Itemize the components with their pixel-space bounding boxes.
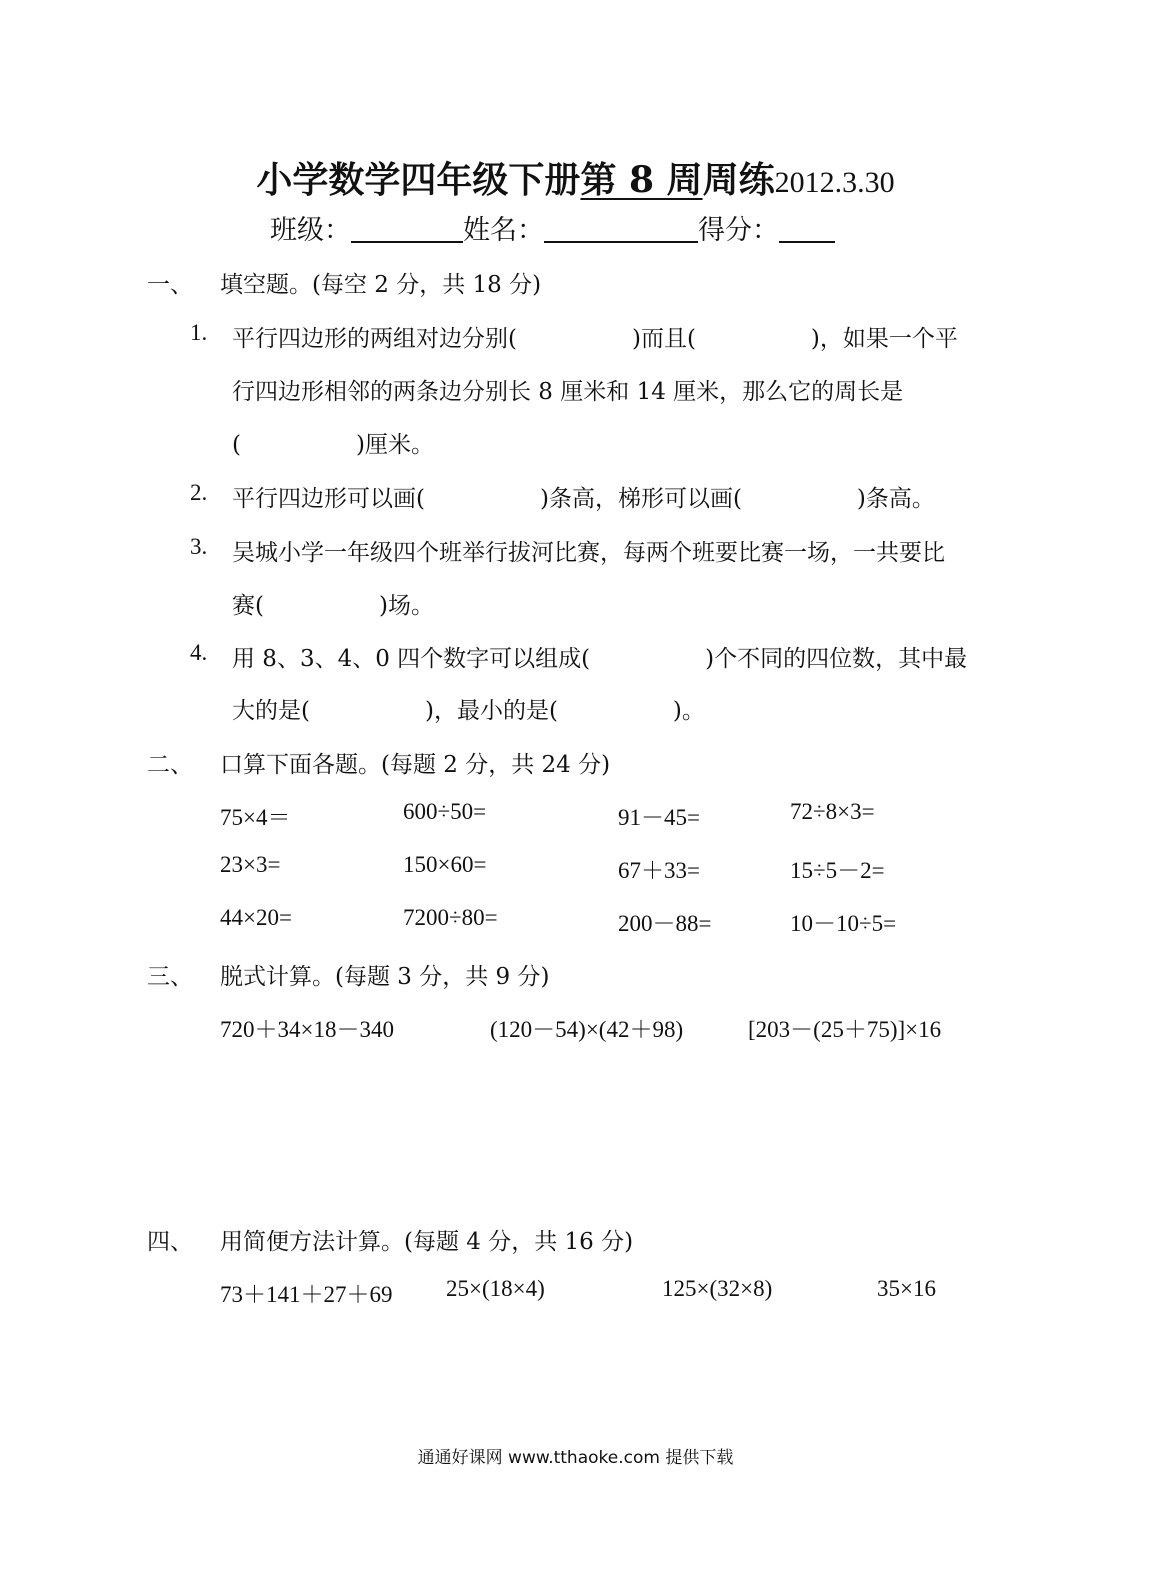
class-blank[interactable] xyxy=(351,215,463,243)
simplify-item: 35×16 xyxy=(877,1276,936,1301)
section-4-title: 用简便方法计算。(每题 4 分，共 16 分) xyxy=(220,1229,634,1255)
stepwise-item: (120－54)×(42＋98) xyxy=(490,1017,684,1042)
question-3-line-1: 吴城小学一年级四个班举行拔河比赛，每两个班要比赛一场，一共要比 xyxy=(232,540,945,566)
question-1-line-1: 平行四边形的两组对边分别( )而且( )，如果一个平 xyxy=(232,326,958,352)
title-week: 第 8 周 xyxy=(580,159,703,201)
question-2-line-1: 平行四边形可以画( )条高，梯形可以画( )条高。 xyxy=(232,486,935,512)
score-blank[interactable] xyxy=(779,215,835,243)
score-label: 得分： xyxy=(698,215,779,246)
section-1-number: 一、 xyxy=(147,272,193,298)
question-3-line-2: 赛( )场。 xyxy=(232,593,434,619)
question-4-line-1: 用 8、3、4、0 四个数字可以组成( )个不同的四位数，其中最 xyxy=(232,646,968,672)
section-3-number: 三、 xyxy=(147,964,193,990)
name-label: 姓名： xyxy=(463,215,544,246)
oral-item: 7200÷80= xyxy=(403,905,498,930)
oral-item: 67＋33= xyxy=(618,858,700,883)
simplify-item: 73＋141＋27＋69 xyxy=(220,1282,393,1307)
question-1-line-2: 行四边形相邻的两条边分别长 8 厘米和 14 厘米，那么它的周长是 xyxy=(232,379,904,405)
simplify-item: 25×(18×4) xyxy=(446,1276,545,1301)
section-4-number: 四、 xyxy=(147,1229,193,1255)
section-2-title: 口算下面各题。(每题 2 分，共 24 分) xyxy=(220,752,611,778)
oral-item: 200－88= xyxy=(618,911,712,936)
title-main: 小学数学四年级下册 xyxy=(256,159,581,201)
question-4-line-2: 大的是( )，最小的是( )。 xyxy=(232,698,705,724)
title-date: 2012.3.30 xyxy=(774,166,895,199)
section-2-number: 二、 xyxy=(147,752,193,778)
section-1-title: 填空题。(每空 2 分，共 18 分) xyxy=(220,272,542,298)
oral-item: 150×60= xyxy=(403,852,487,877)
stepwise-item: 720＋34×18－340 xyxy=(220,1017,394,1042)
question-2-number: 2. xyxy=(190,480,208,505)
oral-item: 44×20= xyxy=(220,905,292,930)
page-title xyxy=(0,152,1151,203)
name-blank[interactable] xyxy=(544,215,698,243)
oral-item: 15÷5－2= xyxy=(790,858,885,883)
class-label: 班级： xyxy=(270,215,351,246)
oral-item: 600÷50= xyxy=(403,799,487,824)
stepwise-item: [203－(25＋75)]×16 xyxy=(748,1017,942,1042)
oral-item: 10－10÷5= xyxy=(790,911,897,936)
oral-item: 72÷8×3= xyxy=(790,799,875,824)
title-suffix: 周练 xyxy=(702,159,775,201)
question-1-line-3: ( )厘米。 xyxy=(232,432,434,458)
oral-item: 91－45= xyxy=(618,805,700,830)
student-info-line xyxy=(270,208,835,247)
question-4-number: 4. xyxy=(190,640,208,665)
question-3-number: 3. xyxy=(190,534,208,559)
section-3-title: 脱式计算。(每题 3 分，共 9 分) xyxy=(220,964,550,990)
oral-item: 23×3= xyxy=(220,852,281,877)
question-1-number: 1. xyxy=(190,320,208,345)
oral-item: 75×4＝ xyxy=(220,805,291,830)
footer-credit: 通通好课网 www.tthaoke.com 提供下载 xyxy=(417,1448,734,1468)
simplify-item: 125×(32×8) xyxy=(662,1276,773,1301)
